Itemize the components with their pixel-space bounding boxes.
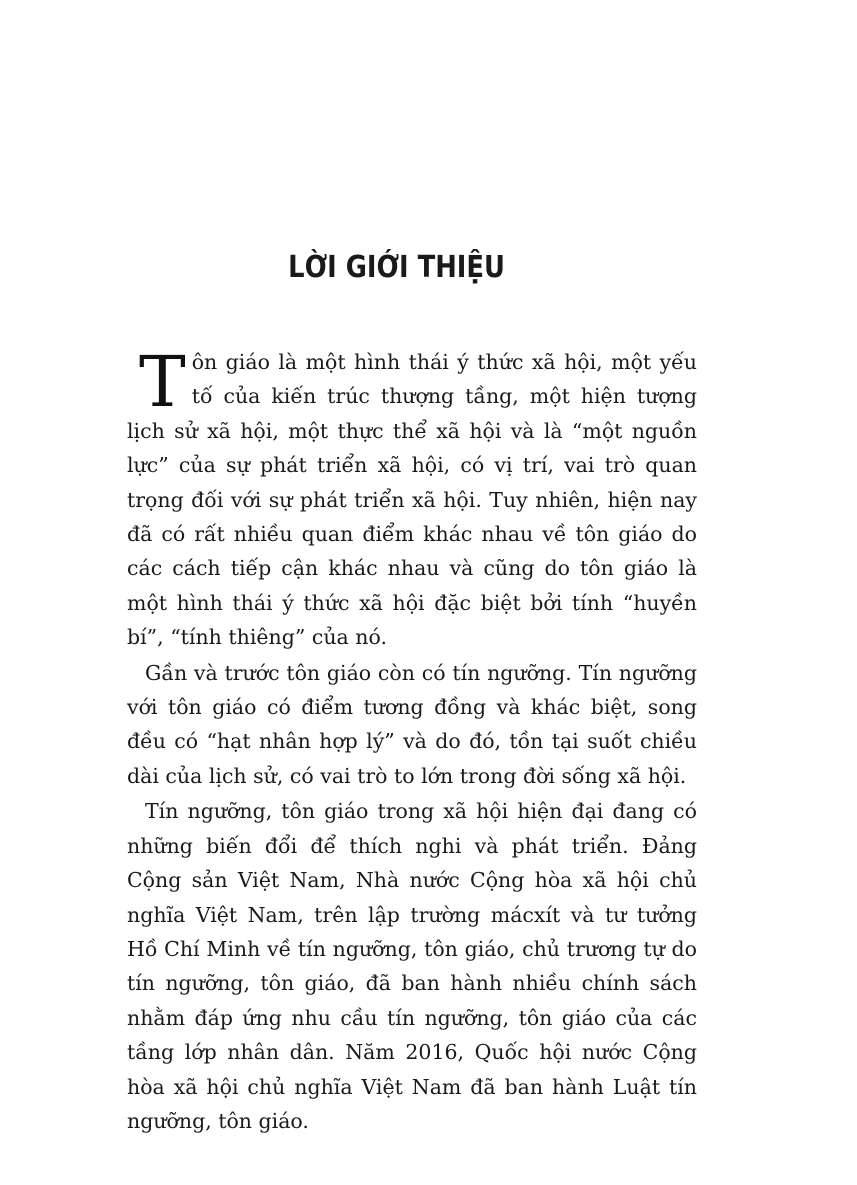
page-title: LỜI GIỚI THIỆU: [288, 250, 505, 285]
paragraph-1-text: ôn giáo là một hình thái ý thức xã hội, một yếu tố của kiến trúc thượng tầng, một hiện tượng lịch sử xã hội, một thực thể xã hội và là “một nguồn lực” của sự phát triển xã hội, có vị trí, vai trò quan trọng đối với sự phát triển xã hội. Tuy nhiên, hiện nay đã có rất nhiều quan điểm khác nhau về tôn giáo do các cách tiếp cận khác nhau và cũng do tôn giáo là một hình thái ý thức xã hội đặc biệt bởi tính “huyền bí”, “tính thiêng” của nó.: [127, 350, 697, 650]
drop-cap: T: [139, 341, 186, 423]
body-text: [127, 341, 697, 1138]
paragraph-2: Gần và trước tôn giáo còn có tín ngưỡng. Tín ngưỡng với tôn giáo có điểm tương đồng và khác biệt, song đều có “hạt nhân hợp lý” và do đó, tồn tại suốt chiều dài của lịch sử, có vai trò to lớn trong đời sống xã hội.: [127, 660, 697, 788]
paragraph-1: [127, 341, 697, 655]
paragraph-3: Tín ngưỡng, tôn giáo trong xã hội hiện đại đang có những biến đổi để thích nghi và phát triển. Đảng Cộng sản Việt Nam, Nhà nước Cộng hòa xã hội chủ nghĩa Việt Nam, trên lập trường mácxít và tư tưởng Hồ Chí Minh về tín ngưỡng, tôn giáo, chủ trương tự do tín ngưỡng, tôn giáo, đã ban hành nhiều chính sách nhằm đáp ứng nhu cầu tín ngưỡng, tôn giáo của các tầng lớp nhân dân. Năm 2016, Quốc hội nước Cộng hòa xã hội chủ nghĩa Việt Nam đã ban hành Luật tín ngưỡng, tôn giáo.: [127, 799, 697, 1133]
